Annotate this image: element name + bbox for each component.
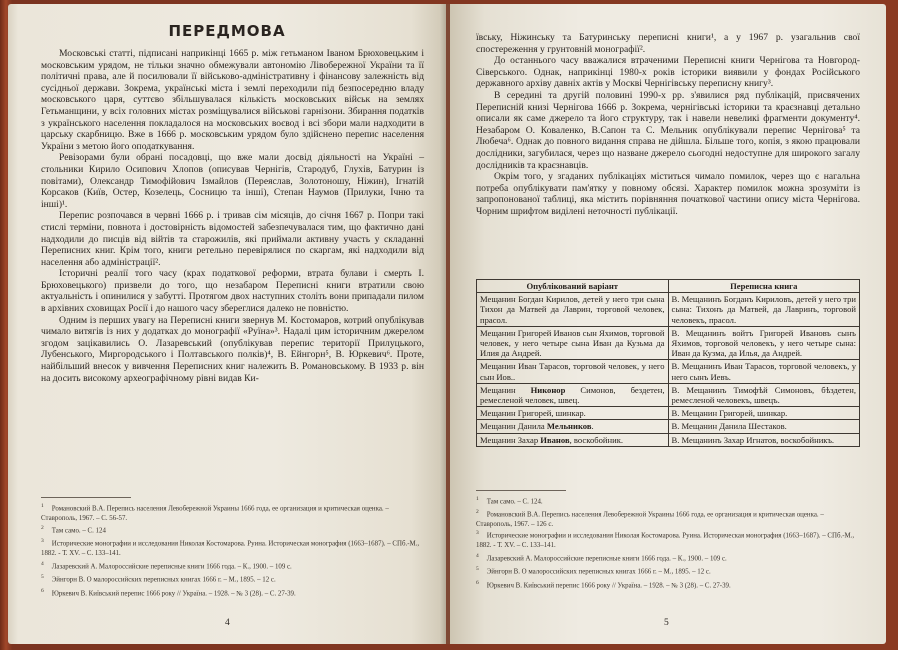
paragraph: В середині та другій половині 1990-х рр. з'явилися ряд публікацій, присвячених Переписній книзі Чернігова 1666 р. Зокрема, чернігівські історики та краєзнавці детально описали як саме джерело та його структуру, так і навели невеликі фрагменти документу⁴. Незабаром О. Коваленко, В.Сапон та С. Мельник опублікували перепис Чернігова⁵ та Любеча⁶. Однак до повного видання справа не дійшла. Більше того, копія, з якою працювали дослідники, загубилася, через що назване джерело сьогодні недоступне для широкого загалу дослідників та краєзнавців.: [476, 89, 860, 171]
table-cell: В. Мещанинъ Богданъ Кириловъ, детей у него три сына: Тихонъ да Матвей, да Лавринъ, торговой человекъ, прасол.: [668, 293, 860, 327]
footnote: $^2$ Романовский В.А. Перепись населения Левобережной Украины 1666 года, ее организация и критическая оценка. – Ставрополь, 1967. – 126 с.: [476, 508, 824, 528]
table-cell: Мещанин Данила Мельников.: [477, 420, 669, 433]
footnote: $^6$ Юркевич В. Київський перепис 1666 року // Україна. – 1928. – № 3 (28). – С. 27-39.: [41, 588, 296, 598]
footnote-rule: [476, 490, 566, 491]
column-header: Переписна книга: [668, 280, 860, 293]
table-row: [477, 420, 860, 433]
footnote: $^3$ Исторические монографии и исследования Николая Костомарова. Руина. Историческая монография (1663–1687). – СПб.-М., 1882. - Т. XV. – С. 133–141.: [476, 530, 855, 550]
page-title: ПЕРЕДМОВА: [168, 22, 286, 40]
left-body-text: [41, 48, 424, 384]
footnote: $^1$ Романовский В.А. Перепись населения Левобережной Украины 1666 года, ее организация и критическая оценка. – Ставрополь, 1967. – С. 56-57.: [41, 503, 389, 522]
table-cell: Мещанин Григорей Иванов сын Яхимов, торговой человек, у него четыре сына Иван да Кузьма да Илия да Андрей.: [477, 326, 669, 360]
table-cell: Мещанин Иван Тарасов, торговой человек, у него сын Иов..: [477, 360, 669, 383]
table-row: [477, 433, 860, 446]
footnote: $^2$ Там само. – С. 124: [41, 525, 106, 535]
right-footnotes: [476, 494, 860, 592]
paragraph: До останнього часу вважалися втраченими Переписні книги Чернігова та Новгород-Сіверського. Однак, наприкінці 1980-х років історики виявили у фондах Російського державного архіву давніх актів у Москві Чернігівську переписну книгу³.: [476, 55, 860, 90]
table-cell: В. Мещанин Данила Шестаков.: [668, 420, 860, 433]
right-body-text: [476, 32, 860, 218]
paragraph: Ревізорами були обрані посадовці, що вже мали досвід діяльності на Україні – стольники Кирило Осипович Хлопов (описував Чернігів, Стародуб, Глухів, Батурин із повітами), Олександр Тимофійович Ізмайлов (Переяслав, Золотоношу, Ніжин), Ігнатій Корсаков (Київ, Остер, Козелець, Сосницю та інші), Степан Наумов (Прилуки, Ічню та інші)¹.: [41, 152, 424, 210]
footnote: $^1$ Там само. – С. 124.: [476, 496, 543, 506]
table-header-row: [477, 280, 860, 293]
footnote: $^4$ Лазаревский А. Малороссийские переписные книги 1666 года. – К., 1900. – 109 с.: [476, 552, 727, 562]
table-row: [477, 293, 860, 327]
table-cell: Мещанин Захар Иванов, воскобойник.: [477, 433, 669, 446]
footnote: $^3$ Исторические монографии и исследования Николая Костомарова. Руина. Историческая монография (1663–1687). – СПб.-М., 1882. - Т. XV. – С. 133–141.: [41, 538, 420, 558]
footnote-rule: [41, 497, 131, 498]
paragraph: ївську, Ніжинську та Батуринську переписні книги¹, а у 1967 р. узагальнив свої спостереження у грунтовній монографії².: [476, 32, 860, 55]
footnote: $^6$ Юркевич В. Київський перепис 1666 року // Україна. – 1928. – № 3 (28). – С. 27-39.: [476, 580, 731, 590]
table-cell: Мещанин Богдан Кирилов, детей у него три сына Тихон да Матвей да Лаврин, торговой человек, прасол.: [477, 293, 669, 327]
table-row: [477, 360, 860, 383]
table-cell: Мещанин Григорей, шинкар.: [477, 407, 669, 420]
paragraph: Перепис розпочався в червні 1666 р. і тривав сім місяців, до січня 1667 р. Попри такі стислі терміни, повнота і достовірність відомостей забезпечувалася тим, що фактично дані надходили до писців від війтів та старожилів, які приймали активну участь у складанні Переписних книг. Крім того, книги ретельно перевірялися по скаргам, які надходили від населення або адміністрації².: [41, 210, 424, 268]
table-row: [477, 326, 860, 360]
table-cell: В. Мещанинъ Иван Тарасов, торговой человекъ, у него сынъ Иевъ.: [668, 360, 860, 383]
left-footnotes: [41, 502, 424, 600]
paragraph: Історичні реалії того часу (крах податкової реформи, втрата булави і смерть І. Брюховецького) призвели до того, що незабаром Переписні книги втратили свою актуальність і опинилися у забутті. Протягом двох наступних століть вони припадали пилом в архівних сховищах Росії і до нашого часу збереглися далеко не повністю.: [41, 268, 424, 315]
highlighted-word: Никонор: [530, 384, 566, 395]
paragraph: Одним із перших увагу на Переписні книги звернув М. Костомаров, котрий опублікував чимало витягів із них у додатках до монографії «Руїна»³. Надалі цим історичним джерелом згодом зацікавились О. Лазаревський (опублікував перепис території Прилуцького, Лубенського, Миргородського і Полтавського полків)⁴, В. Ейнгорн⁵, В. Юркевич⁶. Проте, найбільший внесок у вивчення Переписних книг належить В. Романовському. В 1933 р. він на досить високому археографічному рівні видав Ки-: [41, 314, 424, 384]
table-cell: В. Мещанинъ Захар Игнатов, воскобойникъ.: [668, 433, 860, 446]
footnote: $^4$ Лазаревский А. Малороссийские переписные книги 1666 года. – К., 1900. – 109 с.: [41, 560, 292, 570]
footnote: $^5$ Эйнгорн В. О малороссийских переписных книгах 1666 г. – М., 1895. – 12 с.: [41, 574, 276, 584]
column-header: Опублікований варіант: [477, 280, 669, 293]
paragraph: Московські статті, підписані наприкінці 1665 р. між гетьманом Іваном Брюховецьким і московським урядом, не тільки значно обмежували автономію Лівобережної України та її політичні права, але й посилювали її військово-адміністративну і фінансову залежність від сусідньої держави. Зокрема, українські міста і землі переходили під безпосередню владу московського царя, суттєво збільшувалася кількість московських військ на землях Гетьманщини, у всіх головних містах розміщувалися військові гарнізони. Збирання податків з українського населення покладалося на московських воєвод і всі збори мали надходити в царську скарбницю. Вже в 1666 р. московським урядом було здійснено перепис населення України з метою його оподаткування.: [41, 48, 424, 152]
table-cell: Мещанин Никонор Симонов, бездетен, ремесленой человек, швец.: [477, 383, 669, 406]
left-page: [8, 4, 446, 644]
table-cell: В. Мещанинъ Тимофѣй Симоновъ, бѣздетен, ремесленой человекъ, швецъ.: [668, 383, 860, 406]
footnote: $^5$ Эйнгорн В. О малороссийских переписных книгах 1666 г. – М., 1895. – 12 с.: [476, 566, 711, 576]
comparison-table: [476, 279, 860, 447]
table-row: [477, 383, 860, 406]
paragraph: Окрім того, у згаданих публікаціях міститься чимало помилок, через що є нагальна потреба опублікувати пам'ятку у повному обсязі. Характер помилок можна зрозуміти із запропонованої таблиці, яка містить порівняння початкової частини опису міста Чернігова. Чорним шрифтом виділені неточності публікації.: [476, 171, 860, 217]
highlighted-word: Иванов: [540, 434, 570, 445]
right-page: [450, 4, 886, 644]
page-number: 5: [664, 618, 669, 628]
highlighted-word: Мельников: [546, 421, 592, 432]
table-cell: В. Мещанинъ войтъ Григорей Ивановъ сынъ Яхимов, торговой человекъ, у него четыре сына: Иван да Кузма, да Илья, да Андрей.: [668, 326, 860, 360]
page-number: 4: [225, 618, 230, 628]
table-row: [477, 407, 860, 420]
table-cell: В. Мещанин Григорей, шинкар.: [668, 407, 860, 420]
